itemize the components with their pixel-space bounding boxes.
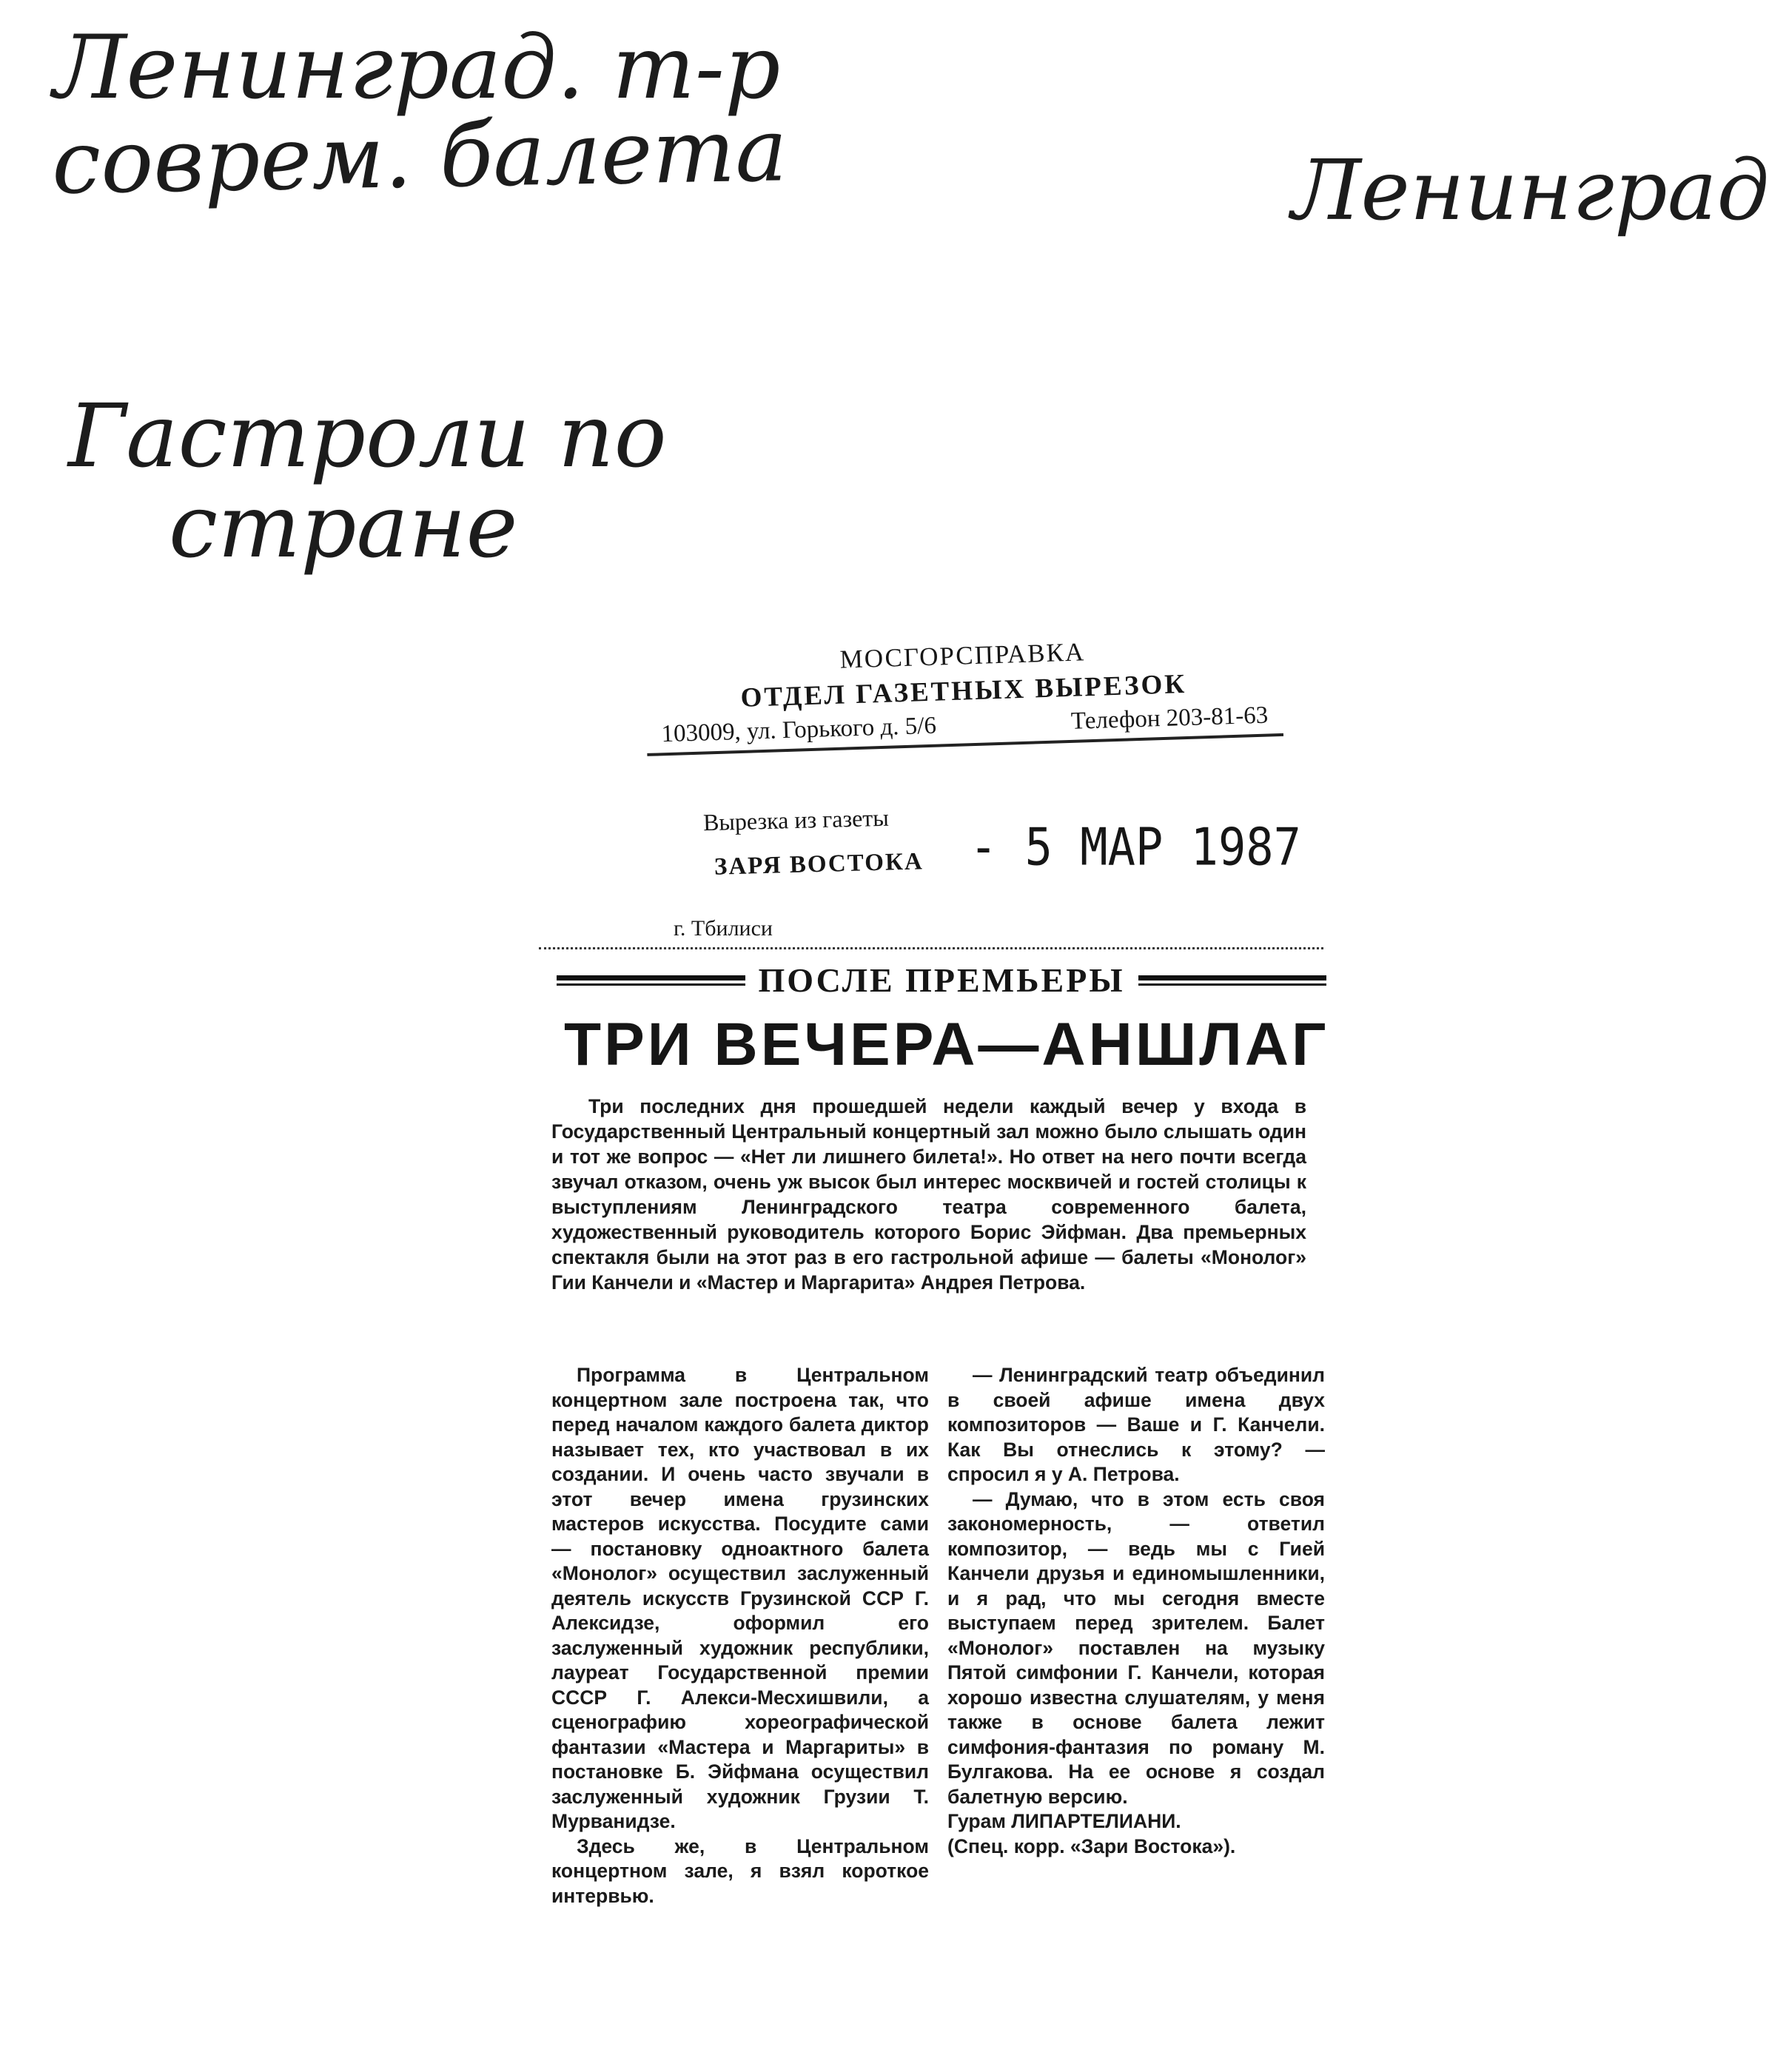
rubric-bar-right bbox=[1138, 975, 1327, 986]
handwritten-note-line4: стране bbox=[169, 475, 518, 577]
clipping-agency-stamp bbox=[644, 631, 1283, 756]
handwritten-note-line1: Ленинград. т-р bbox=[53, 16, 781, 118]
rubric-bar-left bbox=[557, 975, 745, 986]
handwritten-note-line2: соврем. балета bbox=[50, 98, 788, 214]
article-paragraph: Программа в Центральном концертном зале построена так, что перед началом каждого балета диктор называет тех, кто участвовал в их создании. И очень часто звучали в этот вечер имена грузинских мастеров искусства. Посудите сами — постановку одноактного балета «Монолог» осуществил заслуженный деятель искусств Грузинской ССР Г. Алексидзе, оформил его заслуженный художник республики, лауреат Государственной премии СССР Г. Алекси-Месхишвили, а сценографию хореографической фантазии «Мастера и Маргариты» в постановке Б. Эйфмана осуществил заслуженный художник Грузии Т. Мурванидзе. bbox=[551, 1364, 929, 1832]
clipping-cut-line bbox=[539, 947, 1323, 949]
source-newspaper: ЗАРЯ ВОСТОКА bbox=[714, 848, 924, 881]
article-author: Гурам ЛИПАРТЕЛИАНИ. bbox=[947, 1810, 1181, 1832]
article-column-right bbox=[947, 1363, 1325, 1859]
stamp-phone: Телефон 203-81-63 bbox=[1070, 702, 1269, 735]
source-city: г. Тбилиси bbox=[674, 916, 773, 941]
stamp-department: ОТДЕЛ ГАЗЕТНЫХ ВЫРЕЗОК bbox=[740, 669, 1187, 713]
handwritten-note-city: Ленинград bbox=[1292, 143, 1769, 239]
article-paragraph: — Думаю, что в этом есть своя закономерность, — ответил композитор, — ведь мы с Гией Канчели друзья и единомышленники, и я рад, что мы сегодня вместе выступаем перед зрителем. Балет «Монолог» поставлен на музыку Пятой симфонии Г. Канчели, которая хорошо известна слушателям, у меня также в основе балета лежит симфония-фантазия по роману М. Булгакова. На ее основе я создал балетную версию. bbox=[947, 1487, 1325, 1808]
rubric bbox=[557, 961, 1326, 1000]
handwritten-note-line3: Гастроли по bbox=[68, 385, 667, 487]
stamp-address: 103009, ул. Горького д. 5/6 bbox=[660, 712, 937, 748]
article-paragraph: Здесь же, в Центральном концертном зале, я взял короткое интервью. bbox=[551, 1834, 929, 1907]
article-lead: Три последних дня прошедшей недели каждый вечер у входа в Государственный Центральный концертный зал можно было слышать один и тот же вопрос — «Нет ли лишнего билета!». Но ответ на него почти всегда звучал отказом, очень уж высок был интерес москвичей и гостей столицы к выступлениям Ленинградского театра современного балета, художественный руководитель которого Борис Эйфман. Два премьерных спектакля были на этот раз в его гастрольной афише — балеты «Монолог» Гии Канчели и «Мастер и Маргарита» Андрея Петрова. bbox=[551, 1095, 1306, 1294]
stamp-org: МОСГОРСПРАВКА bbox=[839, 637, 1086, 674]
article-author-note: (Спец. корр. «Зари Востока»). bbox=[947, 1834, 1236, 1857]
source-date-stamp: - 5 МАР 1987 bbox=[970, 816, 1301, 878]
source-label: Вырезка из газеты bbox=[702, 804, 890, 836]
article-paragraph: — Ленинградский театр объединил в своей афише имена двух композиторов — Ваше и Г. Канчели. Как Вы отнеслись к этому? — спросил я у А. Петрова. bbox=[947, 1364, 1325, 1485]
rubric-title: ПОСЛЕ ПРЕМЬЕРЫ bbox=[758, 961, 1125, 999]
article-headline: ТРИ ВЕЧЕРА—АНШЛАГ bbox=[564, 1011, 1329, 1078]
article-column-left bbox=[551, 1363, 929, 1908]
